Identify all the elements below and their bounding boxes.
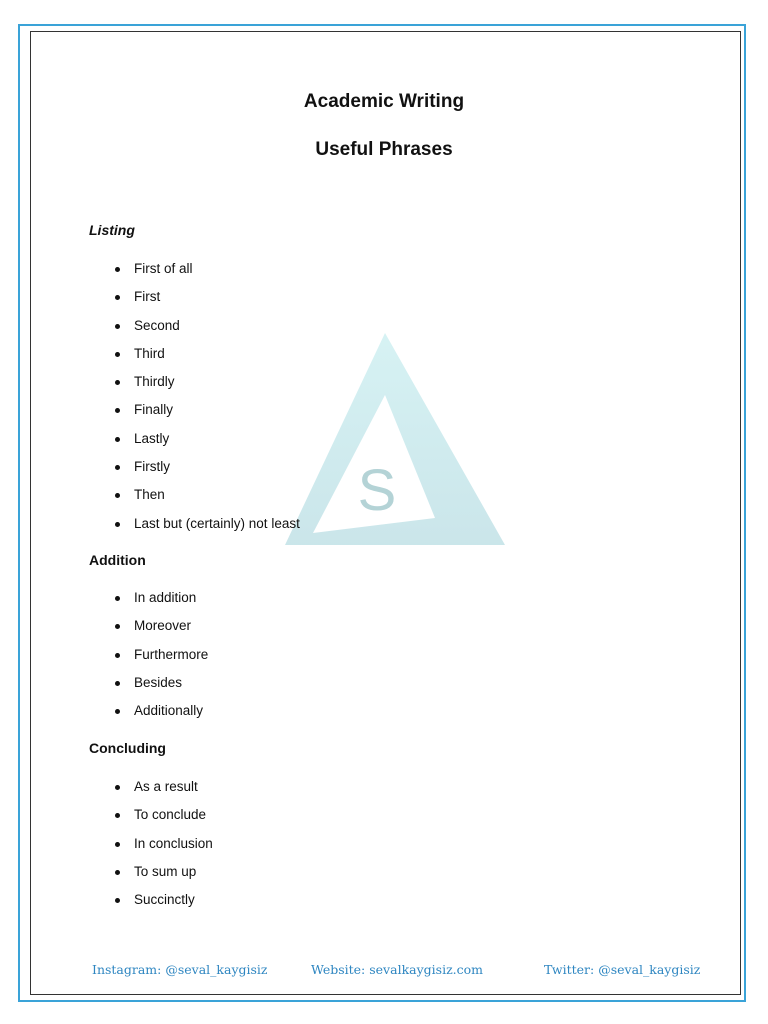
list-item: Firstly: [89, 453, 300, 481]
list-item: First of all: [89, 255, 300, 283]
section-heading-addition: Addition: [89, 552, 146, 568]
list-item: First: [89, 283, 300, 311]
list-item: In conclusion: [89, 830, 213, 858]
list-item: Furthermore: [89, 641, 208, 669]
list-item: Then: [89, 481, 300, 509]
list-item: Moreover: [89, 612, 208, 640]
list-item: To sum up: [89, 858, 213, 886]
list-item: Besides: [89, 669, 208, 697]
list-listing: [89, 255, 300, 538]
svg-text:S: S: [357, 458, 397, 523]
list-item: To conclude: [89, 801, 213, 829]
list-item: Third: [89, 340, 300, 368]
list-item: In addition: [89, 584, 208, 612]
list-item: Additionally: [89, 697, 208, 725]
list-concluding: [89, 773, 213, 914]
footer-instagram: Instagram: @seval_kaygisiz: [92, 962, 268, 977]
list-item: As a result: [89, 773, 213, 801]
list-item: Lastly: [89, 425, 300, 453]
list-item: Finally: [89, 396, 300, 424]
watermark-logo-icon: [285, 333, 505, 548]
list-addition: [89, 584, 208, 725]
page-subtitle: Useful Phrases: [315, 139, 453, 160]
list-item: Thirdly: [89, 368, 300, 396]
footer-twitter: Twitter: @seval_kaygisiz: [544, 962, 701, 977]
page-title: Academic Writing: [303, 91, 465, 112]
list-item: Last but (certainly) not least: [89, 510, 300, 538]
footer-website: Website: sevalkaygisiz.com: [311, 962, 484, 977]
list-item: Succinctly: [89, 886, 213, 914]
list-item: Second: [89, 312, 300, 340]
section-heading-concluding: Concluding: [89, 740, 166, 756]
section-heading-listing: Listing: [89, 222, 135, 238]
